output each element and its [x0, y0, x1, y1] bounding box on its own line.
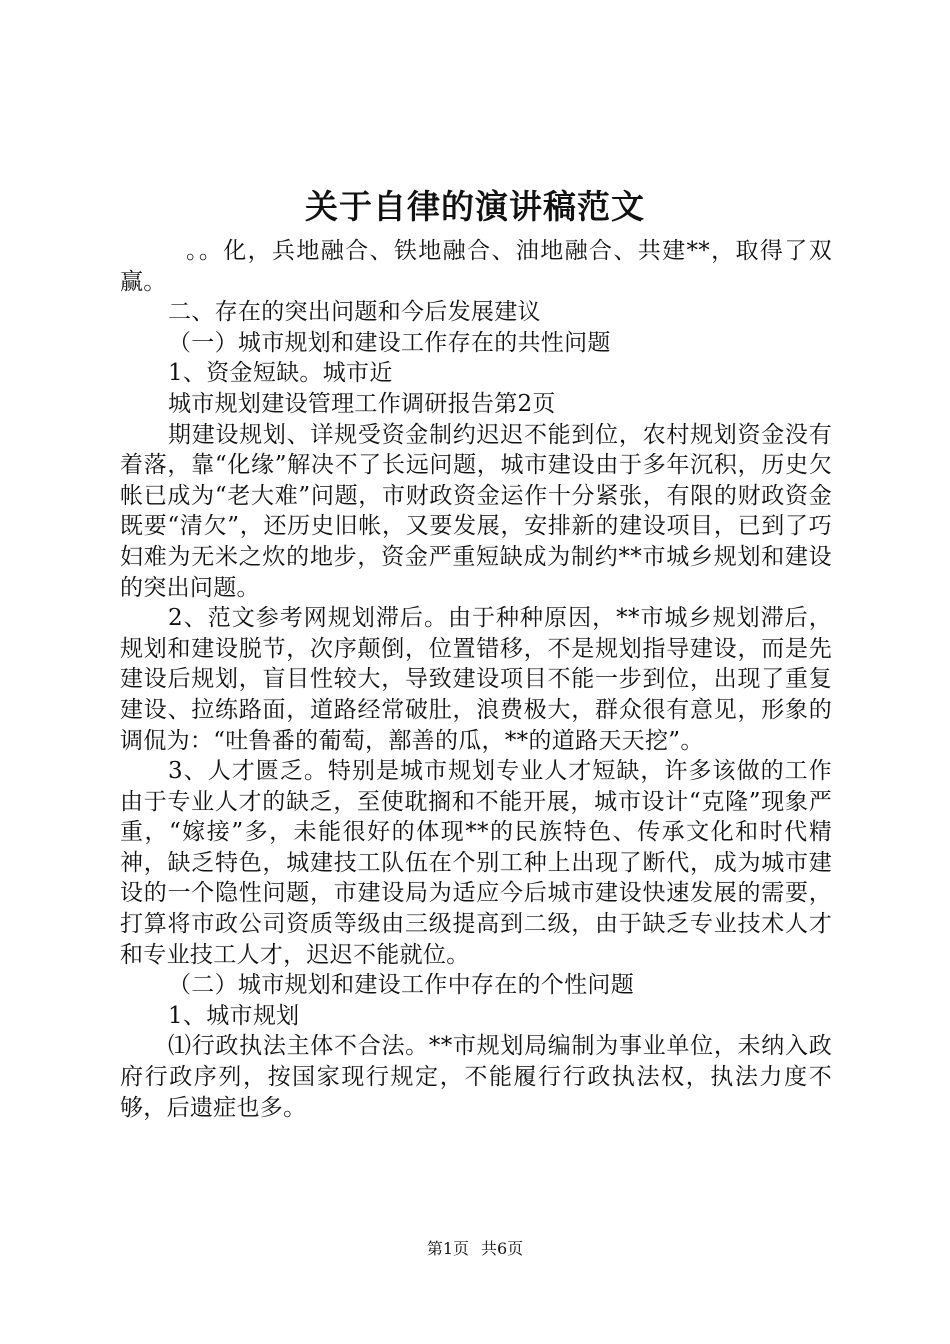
paragraph-intro: 。。化，兵地融合、铁地融合、油地融合、共建**，取得了双赢。 — [120, 238, 832, 295]
subsection-heading-2: （二）城市规划和建设工作中存在的个性问题 — [168, 972, 634, 999]
page-number: 第1页 — [426, 1239, 469, 1258]
section-heading: 二、存在的突出问题和今后发展建议 — [168, 299, 541, 326]
page-total: 共6页 — [481, 1239, 524, 1258]
paragraph-law-enforcement: ⑴行政执法主体不合法。**市规划局编制为事业单位，未纳入政府行政序列，按国家现行规定，不能履行行政执法权，执法力度不够，后遗症也多。 — [120, 1033, 832, 1121]
paragraph-funding: 期建设规划、详规受资金制约迟迟不能到位，农村规划资金没有着落，靠“化缘”解决不了长远问题，城市建设由于多年沉积，历史欠帐已成为“老大难”问题，市财政资金运作十分紧张，有限的财政资金既要“清欠”，还历史旧帐，又要发展，安排新的建设项目，已到了巧妇难为无米之炊的地步，资金严重短缺成为制约**市城乡规划和建设的突出问题。 — [120, 421, 832, 601]
paragraph-item-heading: 1、资金短缺。城市近 — [168, 360, 393, 387]
subsection-heading: （一）城市规划和建设工作存在的共性问题 — [168, 329, 611, 356]
paragraph-page-reference: 城市规划建设管理工作调研报告第2页 — [168, 390, 556, 417]
paragraph-planning-lag: 2、范文参考网规划滞后。由于种种原因，**市城乡规划滞后，规划和建设脱节，次序颠倒，位置错移，不是规划指导建设，而是先建设后规划，盲目性较大，导致建设项目不能一步到位，出现了重复建设、拉练路面，道路经常破肚，浪费极大，群众很有意见，形象的调侃为：“吐鲁番的葡萄，鄯善的瓜，**的道路天天挖”。 — [120, 605, 832, 754]
page-footer — [0, 1238, 950, 1260]
paragraph-item-heading-2: 1、城市规划 — [168, 1002, 300, 1029]
document-body — [120, 236, 832, 1123]
paragraph-talent-shortage: 3、人才匮乏。特别是城市规划专业人才短缺，许多该做的工作由于专业人才的缺乏，至使耽搁和不能开展，城市设计“克隆”现象严重，“嫁接”多，未能很好的体现**的民族特色、传承文化和时代精神，缺乏特色，城建技工队伍在个别工种上出现了断代，成为城市建设的一个隐性问题，市建设局为适应今后城市建设快速发展的需要，打算将市政公司资质等级由三级提高到二级，由于缺乏专业技术人才和专业技工人才，迟迟不能就位。 — [120, 758, 832, 968]
document-title: 关于自律的演讲稿范文 — [305, 187, 645, 226]
